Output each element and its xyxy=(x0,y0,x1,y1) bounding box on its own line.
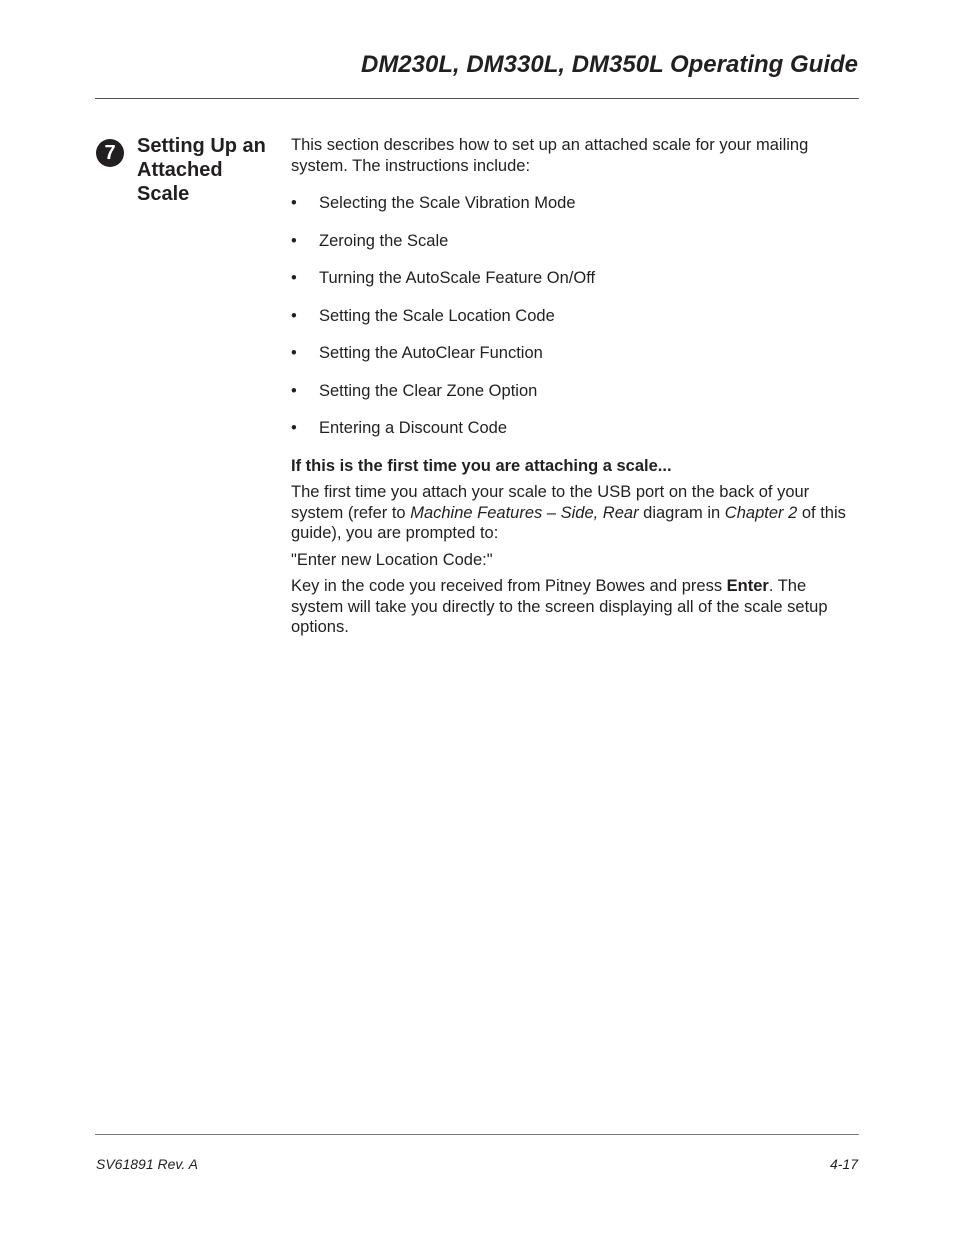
section-body xyxy=(291,135,856,644)
page-number: 4-17 xyxy=(829,1156,858,1172)
bullet-icon: • xyxy=(291,419,297,437)
enter-code-paragraph xyxy=(291,576,856,638)
list-item-text: Selecting the Scale Vibration Mode xyxy=(319,194,576,212)
bullet-icon: • xyxy=(291,194,297,212)
bullet-icon: • xyxy=(291,269,297,287)
list-item-text: Zeroing the Scale xyxy=(319,231,449,250)
instruction-list xyxy=(291,193,856,439)
list-item-text: Entering a Discount Code xyxy=(319,419,508,437)
location-code-prompt: "Enter new Location Code:" xyxy=(291,550,493,569)
paragraph-text: The first time you attach your scale to the USB port on the back of your system (refer to xyxy=(291,483,810,522)
footer-divider xyxy=(95,1134,859,1135)
intro-paragraph: This section describes how to set up an attached scale for your mailing system. The instructions include: xyxy=(291,136,809,175)
list-item-text: Turning the AutoScale Feature On/Off xyxy=(319,269,596,287)
header-divider xyxy=(95,98,859,99)
step-number-badge: 7 xyxy=(96,139,124,167)
list-item-text: Setting the Clear Zone Option xyxy=(319,381,538,400)
list-item xyxy=(291,306,856,327)
first-time-paragraph xyxy=(291,482,856,544)
list-item xyxy=(291,343,856,364)
chapter-reference: Chapter 2 xyxy=(724,503,798,522)
list-item xyxy=(291,418,856,439)
bullet-icon: • xyxy=(291,306,297,325)
paragraph-text: diagram in xyxy=(638,503,725,522)
document-id: SV61891 Rev. A xyxy=(96,1156,198,1172)
list-item xyxy=(291,268,856,289)
list-item xyxy=(291,193,856,214)
list-item-text: Setting the AutoClear Function xyxy=(319,344,543,362)
paragraph-text: of this guide), you are prompted to: xyxy=(291,503,846,542)
enter-key-label: Enter xyxy=(726,577,769,595)
list-item-text: Setting the Scale Location Code xyxy=(319,306,555,325)
paragraph-text: Key in the code you received from Pitney Bowes and press xyxy=(291,577,727,595)
paragraph-text: . The system will take you directly to the screen displaying all of the scale setup options. xyxy=(291,577,828,636)
document-title: DM230L, DM330L, DM350L Operating Guide xyxy=(360,51,858,78)
section-heading: Setting Up an Attached Scale xyxy=(137,135,266,205)
list-item xyxy=(291,381,856,402)
figure-reference: Machine Features – Side, Rear xyxy=(410,503,639,522)
first-time-subheading: If this is the first time you are attaching a scale... xyxy=(291,456,672,475)
bullet-icon: • xyxy=(291,231,297,250)
bullet-icon: • xyxy=(291,344,297,362)
bullet-icon: • xyxy=(291,381,297,400)
list-item xyxy=(291,231,856,252)
